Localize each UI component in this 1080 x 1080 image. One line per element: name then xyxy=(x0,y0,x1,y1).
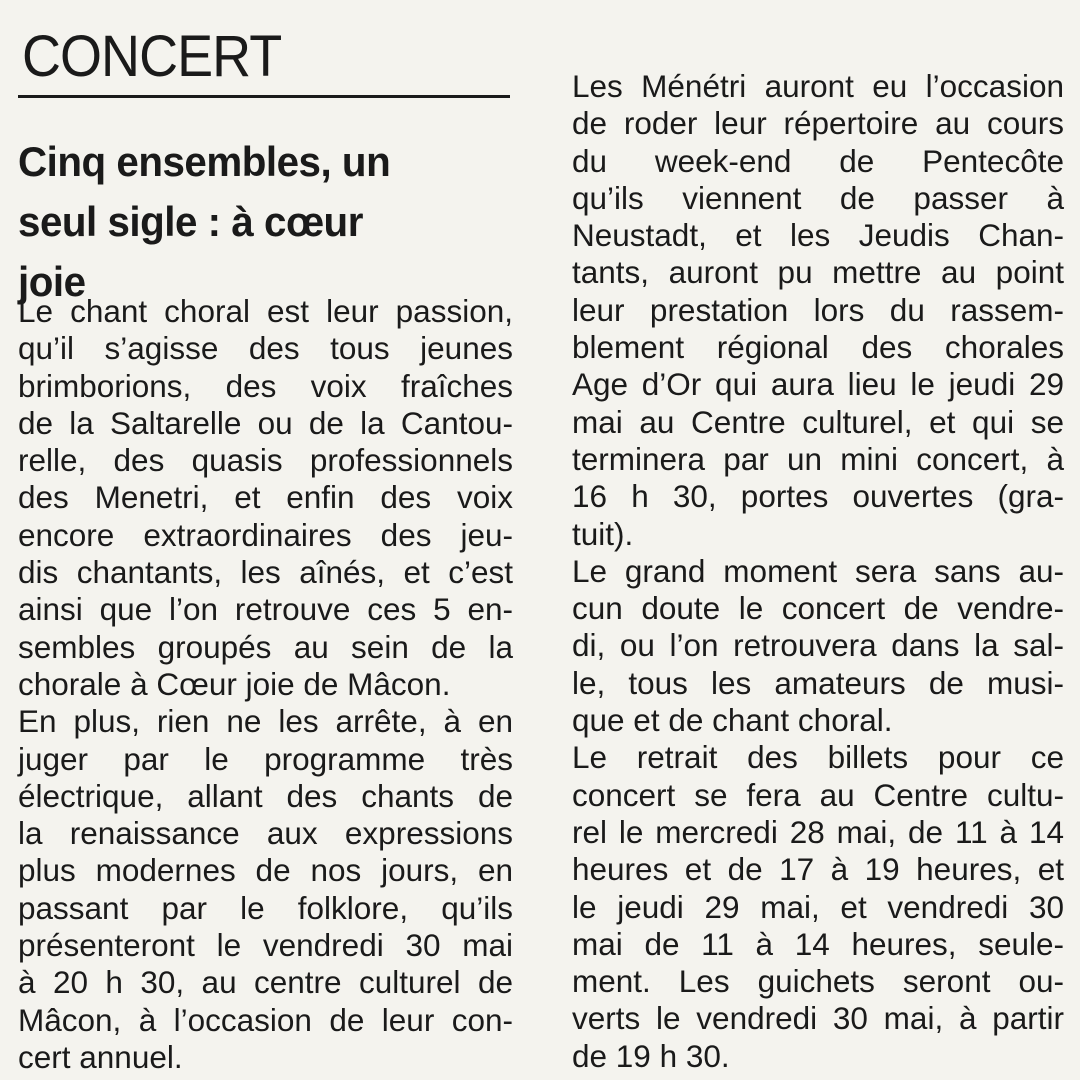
text-line: sembles groupés au sein de la xyxy=(18,628,513,665)
text-line: Le retrait des billets pour ce xyxy=(572,739,1064,776)
right-column-body xyxy=(572,68,1064,1075)
text-line: passant par le folklore, qu’ils xyxy=(18,889,513,926)
text-line: du week-end de Pentecôte xyxy=(572,142,1064,179)
text-line: Le chant choral est leur passion, xyxy=(18,293,513,329)
paragraph xyxy=(572,553,1064,739)
text-line: chorale à Cœur joie de Mâcon. xyxy=(18,665,451,702)
section-header xyxy=(18,22,510,98)
text-line: 16 h 30, portes ouvertes (gra- xyxy=(572,478,1064,515)
text-line: mai au Centre culturel, et qui se xyxy=(572,403,1064,440)
text-line: qu’ils viennent de passer à xyxy=(572,179,1064,216)
text-line: relle, des quasis professionnels xyxy=(18,442,513,479)
text-line: de la Saltarelle ou de la Cantou- xyxy=(18,404,513,441)
text-line: Neustadt, et les Jeudis Chan- xyxy=(572,217,1064,254)
text-line: brimborions, des voix fraîches xyxy=(18,367,513,404)
text-line: Age d’Or qui aura lieu le jeudi 29 xyxy=(572,366,1064,403)
text-line: le, tous les amateurs de musi- xyxy=(572,664,1064,701)
text-line: électrique, allant des chants de xyxy=(18,777,513,814)
text-line: encore extraordinaires des jeu- xyxy=(18,516,513,553)
text-line: de roder leur répertoire au cours xyxy=(572,105,1064,142)
text-line: rel le mercredi 28 mai, de 11 à 14 xyxy=(572,813,1064,850)
text-line: Mâcon, à l’occasion de leur con- xyxy=(18,1001,513,1038)
text-line: juger par le programme très xyxy=(18,740,513,777)
text-line: la renaissance aux expressions xyxy=(18,815,513,852)
text-line: qu’il s’agisse des tous jeunes xyxy=(18,330,513,367)
text-line: mai de 11 à 14 heures, seule- xyxy=(572,925,1064,962)
text-line: de 19 h 30. xyxy=(572,1037,730,1074)
paragraph xyxy=(18,293,513,703)
text-line: blement régional des chorales xyxy=(572,329,1064,366)
paragraph xyxy=(18,703,513,1076)
text-line: En plus, rien ne les arrête, à en xyxy=(18,703,513,740)
text-line: ment. Les guichets seront ou- xyxy=(572,963,1064,1000)
text-line: dis chantants, les aînés, et c’est xyxy=(18,554,513,591)
text-line: terminera par un mini concert, à xyxy=(572,440,1064,477)
left-column-body xyxy=(18,293,513,1076)
text-line: tuit). xyxy=(572,515,634,552)
text-line: le jeudi 29 mai, et vendredi 30 xyxy=(572,888,1064,925)
text-line: cert annuel. xyxy=(18,1038,183,1075)
article-headline xyxy=(18,132,469,312)
text-line: Les Ménétri auront eu l’occasion xyxy=(572,68,1064,104)
text-line: di, ou l’on retrouvera dans la sal- xyxy=(572,627,1064,664)
text-line: que et de chant choral. xyxy=(572,702,893,739)
headline-line: Cinq ensembles, un xyxy=(18,138,391,185)
text-line: cun doute le concert de vendre- xyxy=(572,590,1064,627)
paragraph xyxy=(572,739,1064,1075)
text-line: heures et de 17 à 19 heures, et xyxy=(572,851,1064,888)
section-title: CONCERT xyxy=(22,24,282,89)
text-line: présenteront le vendredi 30 mai xyxy=(18,927,513,964)
text-line: concert se fera au Centre cultu- xyxy=(572,776,1064,813)
paragraph xyxy=(572,68,1064,553)
text-line: des Menetri, et enfin des voix xyxy=(18,479,513,516)
text-line: à 20 h 30, au centre culturel de xyxy=(18,964,513,1001)
text-line: tants, auront pu mettre au point xyxy=(572,254,1064,291)
headline-line: joie xyxy=(18,258,86,305)
text-line: plus modernes de nos jours, en xyxy=(18,852,513,889)
text-line: Le grand moment sera sans au- xyxy=(572,552,1064,589)
headline-line: seul sigle : à cœur xyxy=(18,198,363,245)
text-line: verts le vendredi 30 mai, à partir xyxy=(572,1000,1064,1037)
text-line: leur prestation lors du rassem- xyxy=(572,291,1064,328)
text-line: ainsi que l’on retrouve ces 5 en- xyxy=(18,591,513,628)
